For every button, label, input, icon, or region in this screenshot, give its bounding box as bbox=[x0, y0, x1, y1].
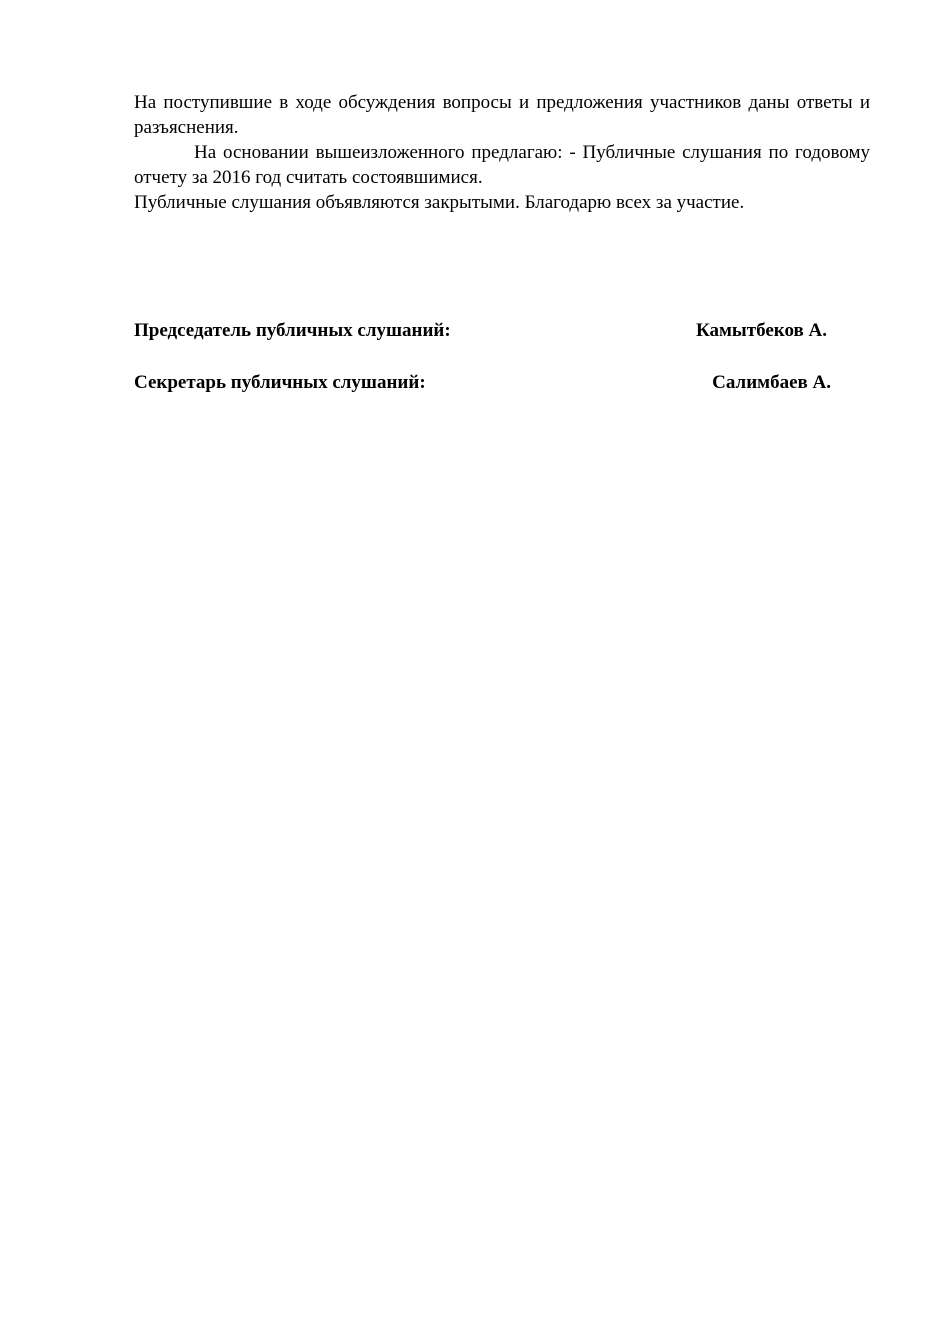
secretary-role: Секретарь публичных слушаний: bbox=[134, 372, 426, 393]
chairman-role: Председатель публичных слушаний: bbox=[134, 320, 451, 341]
paragraph-answers: На поступившие в ходе обсуждения вопросы и предложения участников даны ответы и разъяснения. bbox=[134, 92, 870, 138]
chairman-signature-line bbox=[134, 318, 834, 344]
secretary-name: Салимбаев А. bbox=[712, 372, 831, 393]
paragraph-proposal: На основании вышеизложенного предлагаю: - Публичные слушания по годовому отчету за 2016 год считать состоявшимися. bbox=[134, 142, 870, 188]
chairman-name: Камытбеков А. bbox=[695, 320, 827, 341]
document-body bbox=[134, 90, 870, 215]
secretary-signature-line bbox=[134, 370, 834, 396]
paragraph-closing: Публичные слушания объявляются закрытыми. Благодарю всех за участие. bbox=[134, 192, 745, 213]
